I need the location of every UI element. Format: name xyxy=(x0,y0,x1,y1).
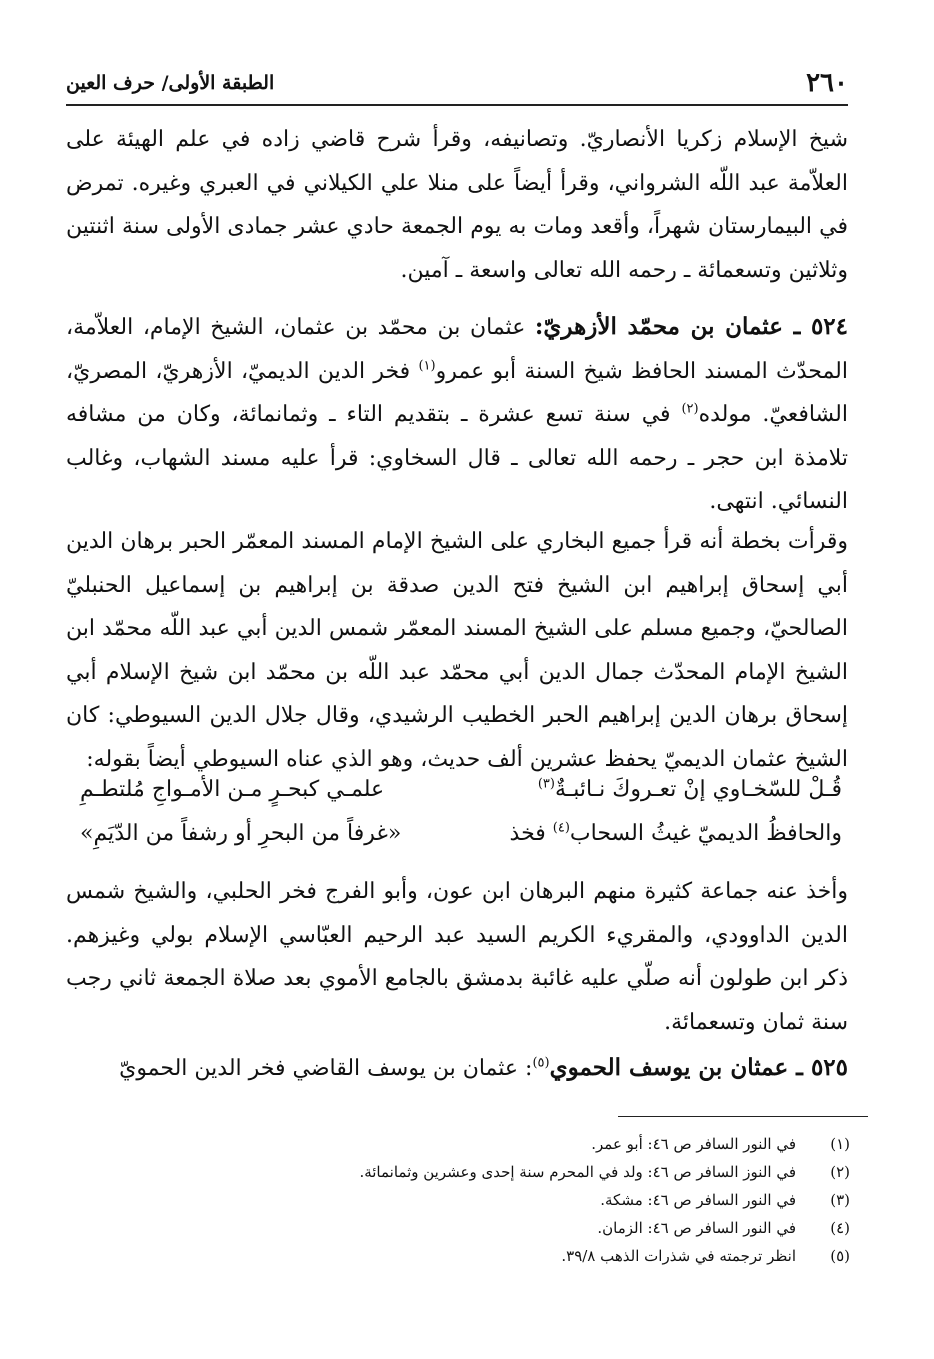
poem-line-1 xyxy=(80,777,842,821)
footnote-number: (١) xyxy=(830,1135,850,1153)
entry-524-text-3: في سنة تسع عشرة ـ بتقديم التاء ـ وثمانمائة، وكان من مشافه تلامذة ابن حجر ـ رحمه الله تعالى ـ قال السخاوي: قرأ عليه مسند الشهاب، وغالب النسائي. انتهى. xyxy=(66,402,848,514)
footnote-item xyxy=(150,1214,850,1242)
poem-line-2-first-hemistich xyxy=(510,821,842,846)
entry-524-text-1: عثمان بن محمّد بن عثمان، الشيخ الإمام، العلاّمة، المحدّث المسند الحافظ شيخ السنة أبو عمرو xyxy=(66,315,848,384)
poem xyxy=(80,777,842,865)
entry-525 xyxy=(66,1046,848,1091)
poem-line-1-second-hemistich: علمـي كبحـرٍ مـن الأمـواجِ مُلتطـمِ xyxy=(80,777,385,802)
footnote-text: في النوز السافر ص ٤٦: ولد في المحرم سنة إحدى وعشرين وثمانمائة. xyxy=(359,1163,796,1181)
footnote-number: (٤) xyxy=(830,1219,850,1237)
paragraph-3: وقرأت بخطة أنه قرأ جميع البخاري على الشيخ الإمام المسند المعمّر الحبر برهان الدين أبي إسحاق إبراهيم ابن الشيخ فتح الدين صدقة بن إبراهيم بن إسماعيل الحنبليّ الصالحيّ، وجميع مسلم على الشيخ المسند المعمّر شمس الدين أبي عبد اللّه محمّد ابن الشيخ الإمام المحدّث جمال الدين أبي محمّد عبد اللّه بن محمّد ابن شيخ الإسلام أبي إسحاق برهان الدين إبراهيم الحبر الخطيب الرشيدي، وقال جلال الدين السيوطي: كان الشيخ عثمان الديميّ يحفظ عشرين ألف حديث، وهو الذي عناه السيوطي أيضاً بقوله: xyxy=(66,529,848,772)
poem-line-2-second-hemistich: «غرفاً من البحرِ أو رشفاً من الدّيَمِ» xyxy=(80,821,402,846)
footnote-number: (٣) xyxy=(830,1191,850,1209)
footnotes xyxy=(150,1130,850,1270)
footnote-text: انظر ترجمته في شذرات الذهب ٣٩/٨. xyxy=(561,1247,796,1265)
footnote-text: في النور السافر ص ٤٦: أبو عمر. xyxy=(591,1135,796,1153)
footnote-number: (٥) xyxy=(830,1247,850,1265)
page-number: ٢٦٠ xyxy=(806,68,848,98)
poem-line-2-first-end: فخذ xyxy=(509,821,553,846)
footnote-item xyxy=(150,1130,850,1158)
footnote-divider xyxy=(618,1116,868,1117)
footnote-ref-1: (١) xyxy=(418,358,436,374)
footnote-ref-3: (٣) xyxy=(537,776,555,792)
footnote-ref-4: (٤) xyxy=(552,820,570,836)
poem-line-2-first-text: والحافظُ الديميّ غيثُ السحاب xyxy=(569,821,842,846)
footnote-item xyxy=(150,1186,850,1214)
footnote-ref-2: (٢) xyxy=(681,401,699,417)
footnote-item xyxy=(150,1158,850,1186)
footnote-ref-5: (٥) xyxy=(532,1055,550,1071)
running-title: الطبقة الأولى/ حرف العين xyxy=(66,72,275,94)
footnote-item xyxy=(150,1242,850,1270)
poem-line-2 xyxy=(80,821,842,865)
paragraph-1: شيخ الإسلام زكريا الأنصاريّ. وتصانيفه، وقرأ شرح قاضي زاده في علم الهيئة على العلاّمة عبد اللّه الشرواني، وقرأ أيضاً على منلا علي الكيلاني في العبري وغيره. تمرض في البيمارستان شهراً، وأقعد ومات به يوم الجمعة حادي عشر جمادى الأولى سنة اثنتين وثلاثين وتسعمائة ـ رحمه الله تعالى واسعة ـ آمين. xyxy=(66,127,848,283)
entry-525-text: : عثمان بن يوسف القاضي فخر الدين الحمويّ xyxy=(119,1056,533,1081)
entry-524 xyxy=(66,305,848,524)
footnote-text: في النور السافر ص ٤٦: مشكة. xyxy=(600,1191,796,1209)
footnote-number: (٢) xyxy=(830,1163,850,1181)
poem-line-1-first-hemistich xyxy=(538,777,842,802)
poem-line-1-first-text: قُـلْ للسّخـاوي إنْ تعـروكَ نـائبـةٌ xyxy=(554,777,842,802)
paragraph-4: وأخذ عنه جماعة كثيرة منهم البرهان ابن عون، وأبو الفرج فخر الحلبي، والشيخ شمس الدين الداوودي، والمقريء الكريم السيد عبد الرحيم العبّاسي الإسلام بولي وغيزهم. ذكر ابن طولون أنه صلّي عليه غائبة بدمشق بالجامع الأموي بعد صلاة الجمعة ثاني رجب سنة ثمان وتسعمائة. xyxy=(66,879,848,1035)
page-header xyxy=(66,64,848,106)
entry-524-text-2: فخر الدين الديميّ، الأزهريّ، المصريّ، الشافعيّ. مولده xyxy=(66,358,848,427)
entry-525-heading: ٥٢٥ ـ عمثان بن يوسف الحموي xyxy=(549,1054,848,1081)
entry-524-heading: ٥٢٤ ـ عثمان بن محمّد الأزهريّ: xyxy=(534,313,848,340)
footnote-text: في النور السافر ص ٤٦: الزمان. xyxy=(597,1219,796,1237)
